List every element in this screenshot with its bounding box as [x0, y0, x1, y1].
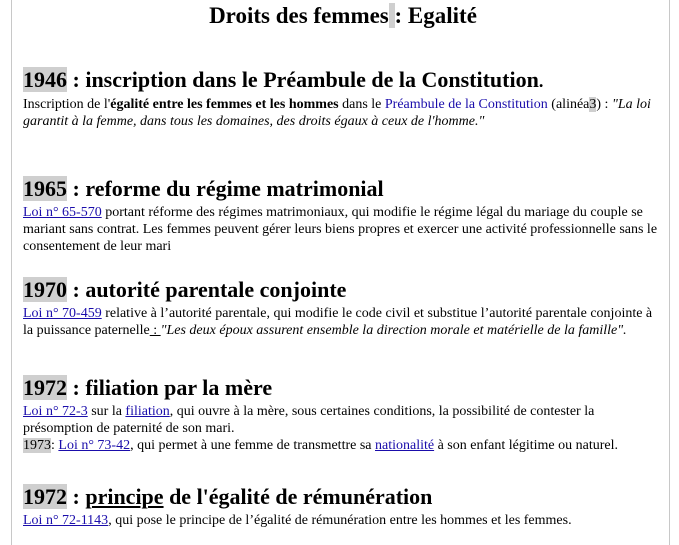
page-border-right [669, 0, 670, 545]
section-1972-filiation [23, 376, 663, 454]
principe-link[interactable]: principe [85, 484, 164, 509]
section-paragraph: Loi n° 72-3 sur la filiation, qui ouvre à la mère, sous certaines conditions, la possibilité de contester la présomption de paternité de son mari. [23, 404, 595, 436]
section-paragraph: Loi n° 65-570 portant réforme des régimes matrimoniaux, qui modifie le régime légal du mariage du couple se mariant sans contrat. Les femmes peuvent gérer leurs biens propres et exercer une activité professionnelle sans le consentement de leur mari [23, 205, 658, 254]
section-heading: 1970 : autorité parentale conjointe [23, 277, 347, 302]
section-heading: 1972 : principe de l'égalité de rémunération [23, 484, 433, 509]
section-1965 [23, 177, 663, 255]
law-72-1143-link[interactable]: Loi n° 72-1143 [23, 513, 109, 528]
page-title: Droits des femmes : Egalité [209, 3, 477, 28]
law-65-570-link[interactable]: Loi n° 65-570 [23, 205, 102, 220]
preambule-link[interactable]: Préambule de la Constitution [384, 97, 548, 112]
law-72-3-link[interactable]: Loi n° 72-3 [23, 404, 88, 419]
section-heading: 1972 : filiation par la mère [23, 375, 273, 400]
section-paragraph: Loi n° 72-1143, qui pose le principe de l’égalité de rémunération entre les hommes et les femmes. [23, 513, 572, 528]
section-1946 [23, 68, 663, 130]
filiation-link[interactable]: filiation [125, 404, 170, 419]
section-paragraph: Inscription de l'égalité entre les femmes et les hommes dans le Préambule de la Constitution (alinéa3) : "La loi garantit à la femme, dans tous les domaines, des droits égaux à ceux de l'homme." [23, 97, 651, 129]
section-heading: 1946 : inscription dans le Préambule de la Constitution. [23, 67, 544, 92]
nationalite-link[interactable]: nationalité [375, 438, 435, 453]
section-paragraph: Loi n° 70-459 relative à l’autorité parentale, qui modifie le code civil et substitue l’autorité parentale conjointe à la puissance paternelle : "Les deux époux assurent ensemble la direction morale et matérielle de la famille". [23, 306, 653, 338]
section-heading: 1965 : reforme du régime matrimonial [23, 176, 384, 201]
section-1972-remuneration [23, 485, 663, 529]
law-73-42-link[interactable]: Loi n° 73-42 [58, 438, 131, 453]
law-70-459-link[interactable]: Loi n° 70-459 [23, 306, 102, 321]
section-1970 [23, 278, 663, 339]
page-border-left [11, 0, 12, 545]
section-subparagraph: 1973: Loi n° 73-42, qui permet à une femme de transmettre sa nationalité à son enfant légitime ou naturel. [23, 438, 618, 453]
